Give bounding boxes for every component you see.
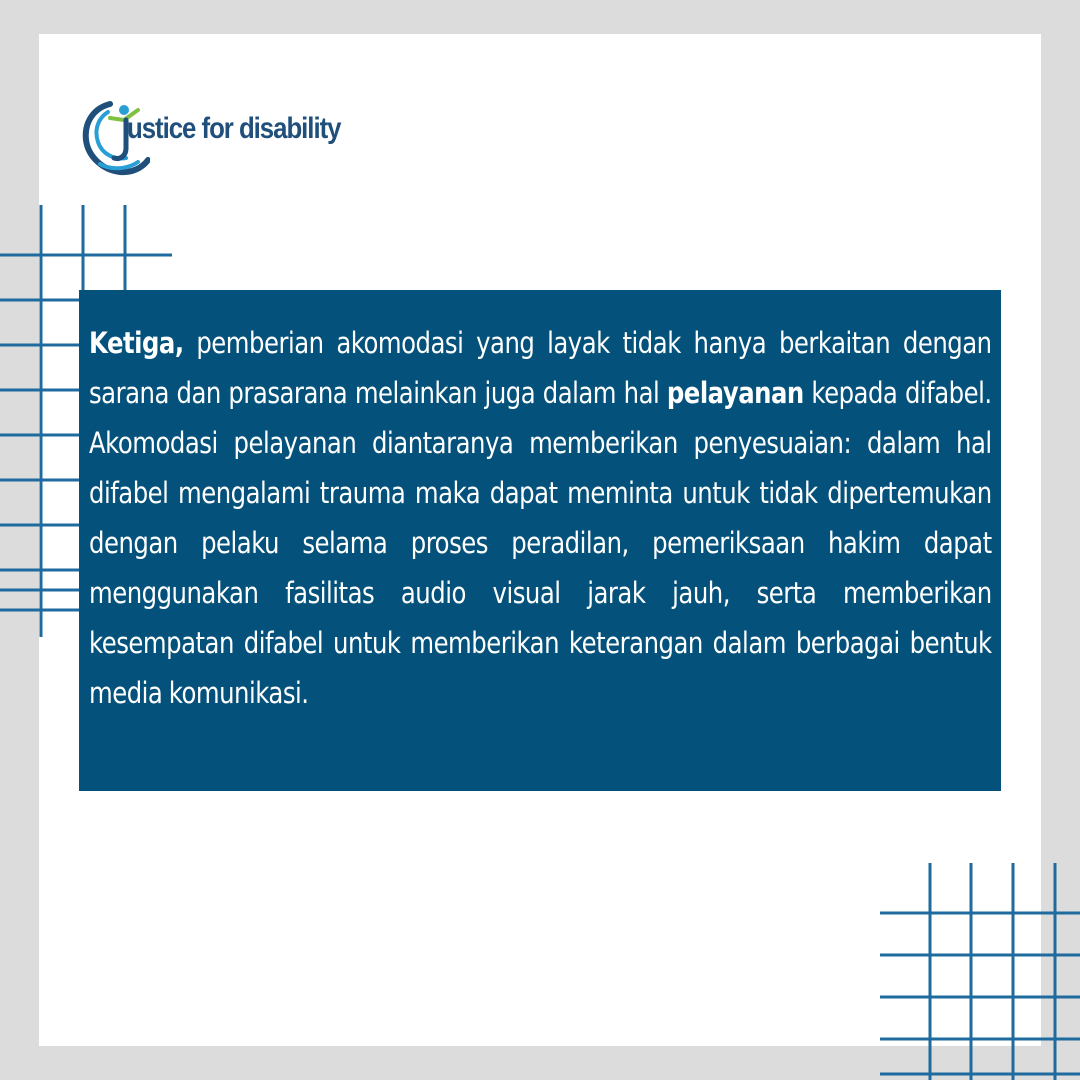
- body-text-part1: pemberian akomodasi yang layak tidak hanya berkaitan dengan sarana dan prasarana melainkan juga dalam hal: [89, 326, 992, 410]
- logo: [80, 96, 380, 178]
- emphasis-bold-text: pelayanan: [666, 376, 804, 410]
- text-box: [79, 290, 1001, 791]
- logo-wordmark: ustice for disability: [127, 112, 341, 145]
- body-text-part2: kepada difabel. Akomodasi pelayanan diantaranya memberikan penyesuaian: dalam hal difabel mengalami trauma maka dapat meminta untuk tidak dipertemukan dengan pelaku selama proses peradilan, pemeriksaan hakim dapat menggunakan fasilitas audio visual jarak jauh, serta memberikan kesempatan difabel untuk memberikan keterangan dalam berbagai bentuk media komunikasi.: [89, 376, 992, 710]
- body-paragraph: [89, 318, 992, 718]
- lead-bold-text: Ketiga,: [89, 326, 184, 360]
